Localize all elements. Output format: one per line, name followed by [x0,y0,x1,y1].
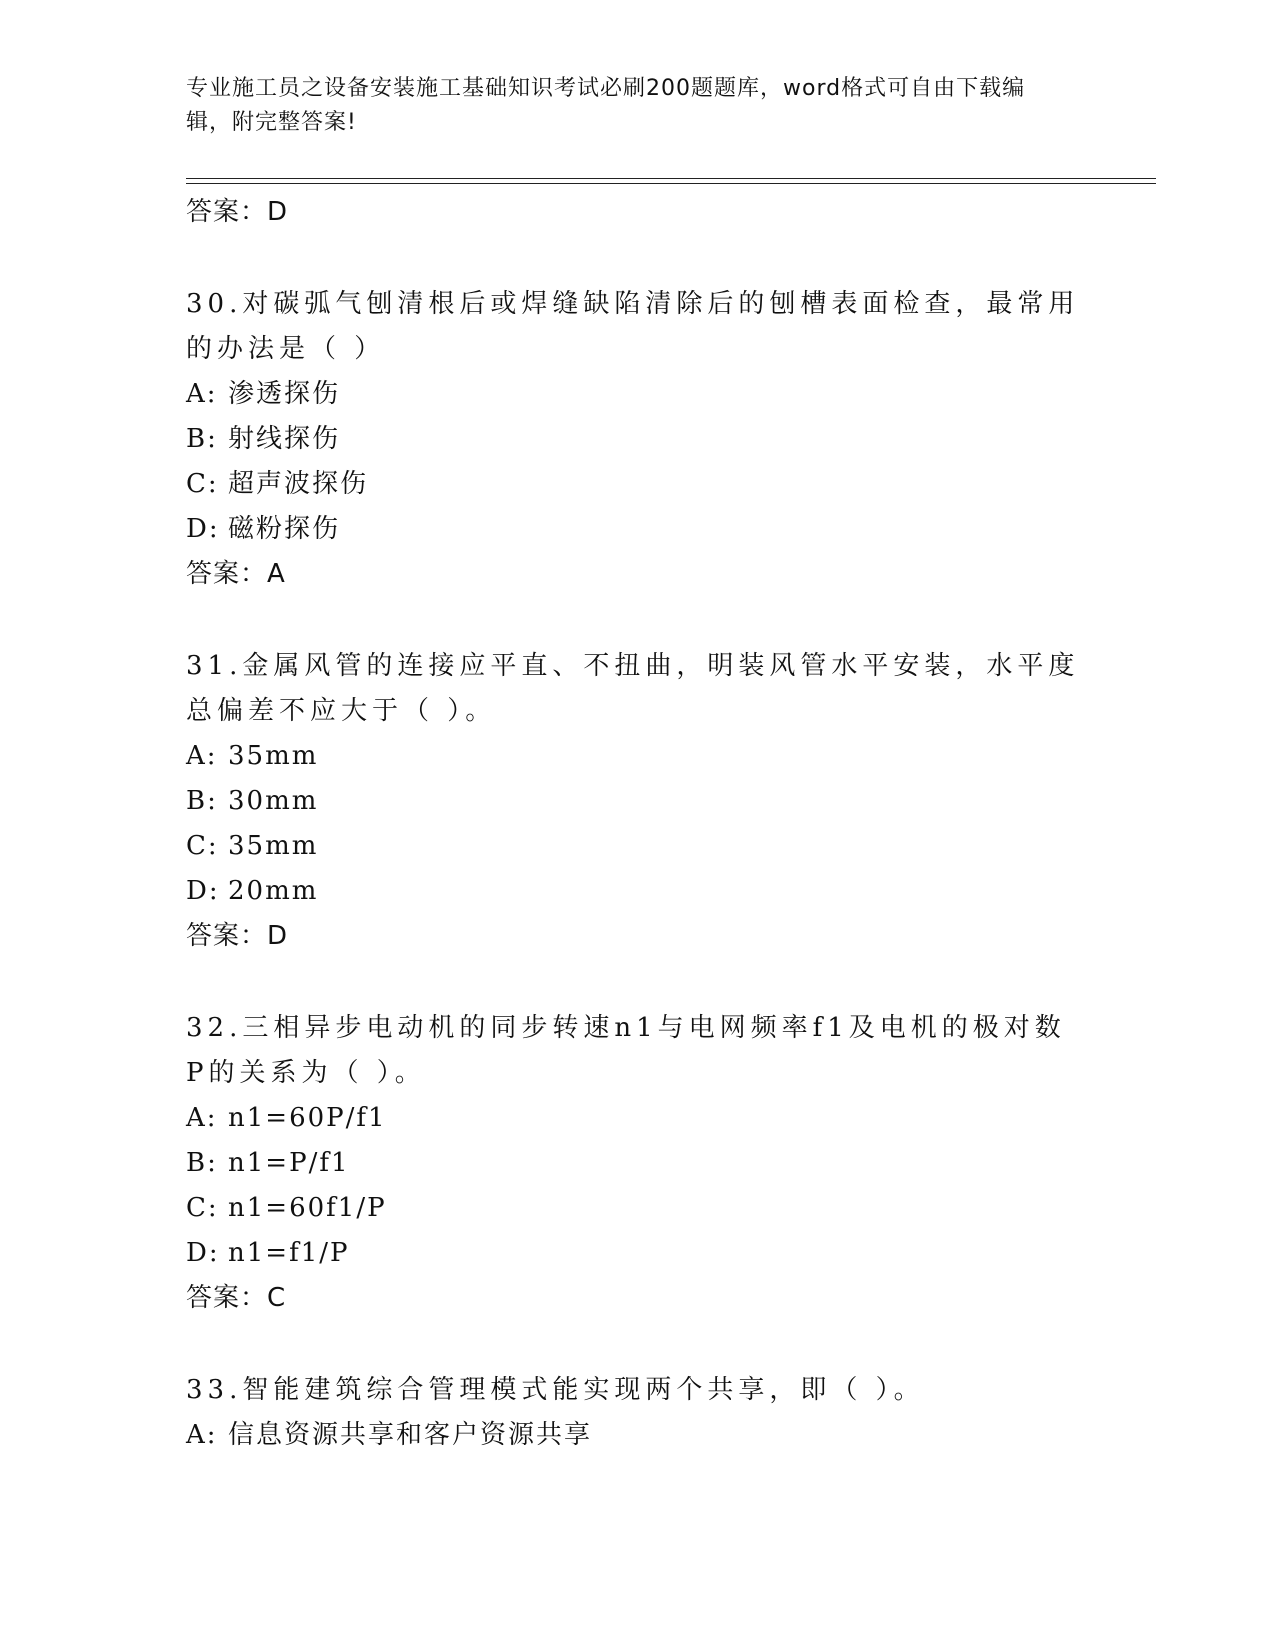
option-key: A: [186,379,218,409]
option-text: n1=60f1/P [228,1193,387,1223]
option-text: 35mm [228,831,319,861]
option-key: B: [186,1148,218,1178]
header-divider-top [186,178,1156,179]
option-key: B: [186,786,218,816]
page-header-title: 专业施工员之设备安装施工基础知识考试必刷200题题库，word格式可自由下载编辑，附完整答案! [186,76,1026,135]
option-d [186,507,1086,552]
option-key: D: [186,1238,220,1268]
option-text: n1=f1/P [228,1238,350,1268]
question-stem: 30.对碳弧气刨清根后或焊缝缺陷清除后的刨槽表面检查，最常用的办法是（ ） [186,289,1080,364]
option-key: D: [186,876,220,906]
question-stem: 31.金属风管的连接应平直、不扭曲，明装风管水平安装，水平度总偏差不应大于（ ）。 [186,651,1080,726]
question-30 [186,282,1086,596]
question-stem: 33.智能建筑综合管理模式能实现两个共享，即（ ）。 [186,1375,925,1405]
option-a [186,734,1086,779]
previous-answer: 答案：D [186,197,289,227]
option-text: 35mm [228,741,319,771]
question-32 [186,1006,1086,1320]
option-text: 射线探伤 [228,424,341,454]
question-33 [186,1368,1086,1458]
option-text: 信息资源共享和客户资源共享 [228,1420,593,1450]
question-31 [186,644,1086,958]
option-text: 超声波探伤 [228,469,369,499]
option-a [186,1413,1086,1458]
header-divider-bottom [186,183,1156,184]
option-key: C: [186,469,219,499]
question-stem: 32.三相异步电动机的同步转速n1与电网频率f1及电机的极对数P的关系为（ ）。 [186,1013,1066,1088]
option-text: n1=60P/f1 [228,1103,387,1133]
option-key: A: [186,1420,218,1450]
option-text: 30mm [228,786,319,816]
option-key: A: [186,741,218,771]
answer-label: 答案：C [186,1283,287,1313]
option-c [186,1186,1086,1231]
option-c [186,462,1086,507]
option-text: 磁粉探伤 [228,514,341,544]
option-key: C: [186,1193,219,1223]
option-text: n1=P/f1 [228,1148,350,1178]
option-key: D: [186,514,220,544]
option-key: C: [186,831,219,861]
option-b [186,417,1086,462]
option-c [186,824,1086,869]
option-text: 渗透探伤 [228,379,341,409]
question-list [186,190,1086,1458]
answer-label: 答案：A [186,559,286,589]
answer-label: 答案：D [186,921,289,951]
option-b [186,1141,1086,1186]
option-d [186,1231,1086,1276]
option-key: A: [186,1103,218,1133]
option-key: B: [186,424,218,454]
option-a [186,372,1086,417]
option-d [186,869,1086,914]
option-a [186,1096,1086,1141]
option-b [186,779,1086,824]
option-text: 20mm [228,876,319,906]
